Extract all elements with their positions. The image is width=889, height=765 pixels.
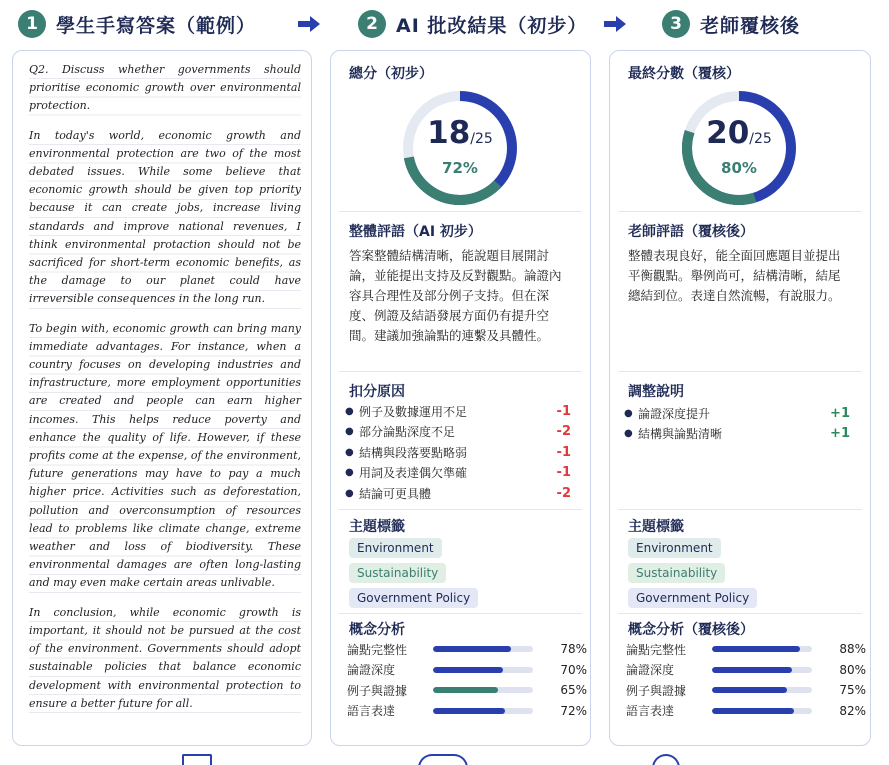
deduction-item — [345, 401, 571, 422]
item-label: 例子及數據運用不足 — [359, 404, 468, 419]
score-delta: -1 — [556, 403, 571, 419]
score-donut — [401, 89, 519, 207]
student-answer-panel — [12, 50, 312, 746]
concept-label: 論證深度 — [626, 663, 675, 678]
divider — [339, 509, 582, 510]
bullet-icon: ● — [345, 405, 354, 417]
concept-bar-fill — [433, 687, 498, 693]
concept-label: 語言表達 — [347, 704, 396, 719]
teacher-review-panel — [609, 50, 871, 746]
tags-title: 主題標籤 — [349, 519, 405, 535]
concept-percent: 82% — [839, 703, 866, 718]
divider — [339, 371, 582, 372]
concept-bar-track — [712, 708, 812, 714]
concept-label: 論點完整性 — [347, 642, 408, 657]
bullet-icon: ● — [345, 446, 354, 458]
concept-row — [347, 680, 587, 701]
score-donut — [680, 89, 798, 207]
concept-bar-fill — [712, 687, 787, 693]
step-1-header — [18, 8, 256, 40]
concept-bar-fill — [712, 646, 800, 652]
item-label: 部分論點深度不足 — [359, 425, 456, 440]
score-value: 18/25 — [427, 115, 493, 151]
concept-bar-track — [433, 667, 533, 673]
item-label: 論證深度提升 — [638, 406, 711, 421]
comment-title: 整體評語（AI 初步） — [349, 224, 482, 240]
concept-bar-track — [433, 646, 533, 652]
step-title: AI 批改結果（初步） — [396, 14, 588, 37]
step-number: 3 — [662, 10, 690, 38]
bullet-icon: ● — [624, 407, 633, 419]
bullet-icon: ● — [624, 428, 633, 440]
deduction-item — [345, 442, 571, 463]
concept-bar-fill — [712, 667, 792, 673]
tags-title: 主題標籤 — [628, 519, 684, 535]
concept-title: 概念分析 — [349, 622, 405, 638]
concept-row — [626, 639, 866, 660]
concept-percent: 70% — [560, 662, 587, 677]
topic-tag: Environment — [349, 538, 442, 558]
concept-bar-track — [712, 687, 812, 693]
comment-title: 老師評語（覆核後） — [628, 224, 754, 240]
teacher-comment: 整體表現良好，能全面回應題目並提出平衡觀點。舉例尚可，結構清晰，結尾總結到位。表達自然流暢，有說服力。 — [628, 248, 841, 303]
item-label: 結構與段落要點略弱 — [359, 445, 468, 460]
step-number: 2 — [358, 10, 386, 38]
concept-bars — [626, 639, 866, 721]
brain-icon — [418, 754, 468, 765]
step-number: 1 — [18, 10, 46, 38]
score-delta: -1 — [556, 465, 571, 481]
concept-bar-fill — [433, 708, 505, 714]
concept-row — [347, 639, 587, 660]
concept-label: 例子與證據 — [626, 683, 687, 698]
concept-row — [626, 701, 866, 722]
adjustment-item — [624, 403, 850, 424]
concept-percent: 78% — [560, 642, 587, 657]
adjustment-item — [624, 424, 850, 445]
topic-tags — [628, 537, 828, 612]
score-delta: -2 — [556, 485, 571, 501]
concept-bar-fill — [433, 646, 511, 652]
divider — [618, 613, 862, 614]
topic-tag: Government Policy — [349, 588, 478, 608]
score-delta: -2 — [556, 424, 571, 440]
score-percent: 72% — [442, 159, 478, 177]
step-title: 老師覆核後 — [700, 14, 801, 37]
topic-tag: Environment — [628, 538, 721, 558]
reasons-title: 扣分原因 — [349, 384, 405, 400]
concept-percent: 75% — [839, 683, 866, 698]
divider — [339, 613, 582, 614]
divider — [618, 371, 862, 372]
divider — [339, 211, 582, 212]
topic-tags — [349, 537, 549, 612]
concept-bar-track — [433, 687, 533, 693]
adjustment-list — [624, 403, 850, 444]
concept-percent: 65% — [560, 683, 587, 698]
item-label: 結構與論點清晰 — [638, 427, 723, 442]
bullet-icon: ● — [345, 467, 354, 479]
topic-tag: Sustainability — [628, 563, 725, 583]
score-value: 20/25 — [706, 115, 772, 151]
document-icon — [182, 754, 212, 765]
concept-bar-track — [712, 667, 812, 673]
topic-tag: Sustainability — [349, 563, 446, 583]
item-label: 用詞及表達偶欠準確 — [359, 466, 468, 481]
step-3-header — [662, 8, 800, 40]
deduction-item — [345, 463, 571, 484]
answer-paragraph: In conclusion, while economic growth is important, it should not be pursued at the cost of the environment. Governments should adopt sustainable policies that balance economic development with environmental protection to ensure a better future for all. — [29, 604, 301, 713]
step-2-header — [358, 8, 587, 40]
score-delta: +1 — [830, 405, 850, 421]
concept-label: 論點完整性 — [626, 642, 687, 657]
concept-label: 語言表達 — [626, 704, 675, 719]
concept-row — [626, 660, 866, 681]
concept-label: 論證深度 — [347, 663, 396, 678]
bullet-icon: ● — [345, 426, 354, 438]
score-title: 總分（初步） — [349, 66, 433, 82]
score-title: 最終分數（覆核） — [628, 66, 740, 82]
score-delta: -1 — [556, 444, 571, 460]
concept-label: 例子與證據 — [347, 683, 408, 698]
answer-paragraph: In today's world, economic growth and environmental protection are two of the most debated issues. While some believe that economic growth should be given top priority because it can create jobs, increase living standards and improve national revenues, I think environmental protaction should not be sacrificed for short-term economic benefits, as the damage to our planet could have irreversible consequences in the long run. — [29, 127, 301, 309]
concept-bar-fill — [712, 708, 794, 714]
topic-tag: Government Policy — [628, 588, 757, 608]
deduction-item — [345, 483, 571, 504]
concept-row — [347, 660, 587, 681]
deduction-item — [345, 422, 571, 443]
concept-bar-fill — [433, 667, 503, 673]
arrow-right-icon — [296, 14, 322, 34]
concept-percent: 88% — [839, 642, 866, 657]
concept-bar-track — [433, 708, 533, 714]
ai-comment: 答案整體結構清晰，能說題目展開討論，並能提出支持及反對觀點。論證內容具合理性及部分例子支持。但在深度、例證及結語發展方面仍有提升空間。建議加強論點的連繫及具體性。 — [349, 248, 562, 343]
concept-bar-track — [712, 646, 812, 652]
concept-row — [347, 701, 587, 722]
concept-bars — [347, 639, 587, 721]
user-icon — [652, 754, 680, 765]
divider — [618, 211, 862, 212]
ai-result-panel — [330, 50, 591, 746]
item-label: 結論可更具體 — [359, 486, 432, 501]
handwritten-answer — [29, 61, 301, 724]
score-percent: 80% — [721, 159, 757, 177]
concept-percent: 72% — [560, 703, 587, 718]
bullet-icon: ● — [345, 487, 354, 499]
score-delta: +1 — [830, 426, 850, 442]
concept-percent: 80% — [839, 662, 866, 677]
deduction-list — [345, 401, 571, 504]
divider — [618, 509, 862, 510]
step-title: 學生手寫答案（範例） — [56, 14, 257, 37]
concept-row — [626, 680, 866, 701]
adjust-title: 調整說明 — [628, 384, 684, 400]
arrow-right-icon — [602, 14, 628, 34]
answer-question: Q2. Discuss whether governments should prioritise economic growth over environmental protection. — [29, 61, 301, 116]
concept-title: 概念分析（覆核後） — [628, 622, 754, 638]
answer-paragraph: To begin with, economic growth can bring many immediate advantages. For instance, when a country focuses on developing industries and infrastructure, more employment opportunities are created and people can earn higher incomes. This helps reduce poverty and enhance the quality of life. However, if these profits come at the expense, of the environment, future generations may have to pay a much higher price. Activities such as deforestation, pollution and overconsumption of resources lead to problems like climate change, extreme weather and loss of biodiversity. These environmental damages are often long-lasting and may even make certain areas unlivable. — [29, 320, 301, 593]
